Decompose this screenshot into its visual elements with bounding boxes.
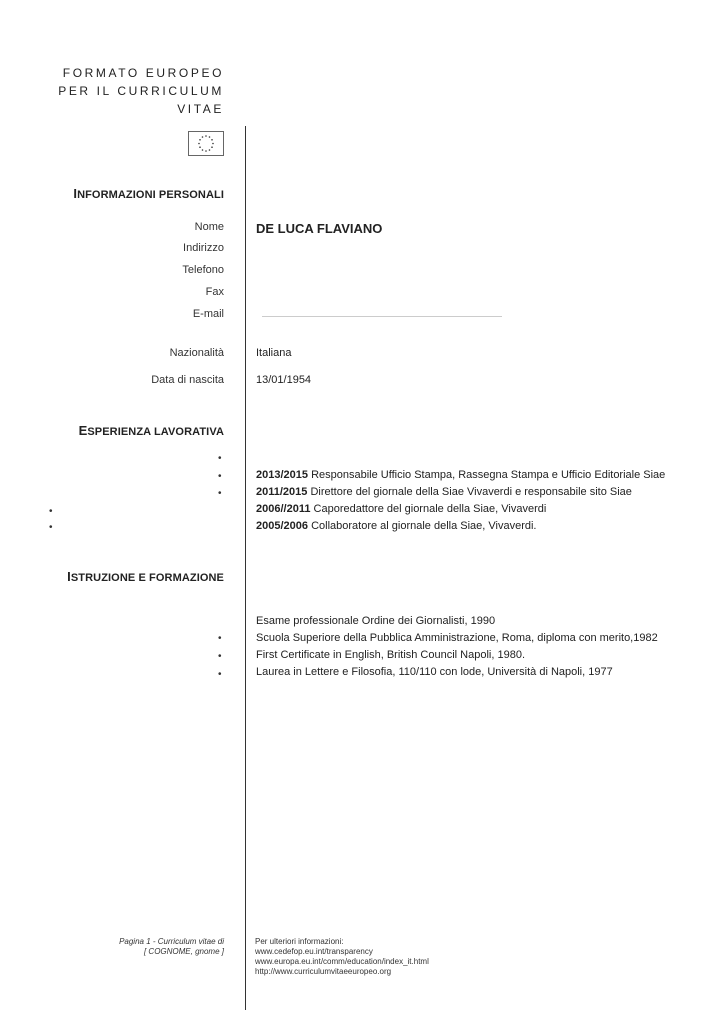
experience-text: Direttore del giornale della Siae Vivaverdi e responsabile sito Siae <box>310 486 632 498</box>
bullet: • <box>218 669 222 680</box>
bullet: • <box>218 651 222 662</box>
section-personal-info <box>73 186 224 201</box>
footer-link-europa[interactable]: www.europa.eu.int/comm/education/index_it.html <box>255 957 429 966</box>
value-data-nascita: 13/01/1954 <box>256 374 312 386</box>
education-entry: Laurea in Lettere e Filosofia, 110/110 con lode, Università di Napoli, 1977 <box>256 666 613 678</box>
label-telefono: Telefono <box>182 264 224 276</box>
cv-title-line-1: FORMATO EUROPEO <box>62 66 224 80</box>
label-data-nascita: Data di nascita <box>151 374 224 386</box>
experience-entry <box>256 503 546 515</box>
section-personal-info-cap: I <box>73 186 78 201</box>
footer-link-curriculum[interactable]: http://www.curriculumvitaeeuropeo.org <box>255 967 392 976</box>
section-work-experience-cap: E <box>78 423 88 438</box>
section-personal-info-rest: NFORMAZIONI PERSONALI <box>77 189 224 201</box>
experience-entry <box>256 520 537 532</box>
experience-text: Responsabile Ufficio Stampa, Rassegna Stampa e Ufficio Editoriale Siae <box>311 469 666 481</box>
experience-entry <box>256 486 632 498</box>
experience-years: 2005/2006 <box>256 520 308 532</box>
experience-years: 2006//2011 <box>256 503 311 515</box>
education-entry: Scuola Superiore della Pubblica Amministrazione, Roma, diploma con merito,1982 <box>256 632 658 644</box>
bullet: • <box>218 488 222 499</box>
eu-stars-icon <box>189 132 223 155</box>
bullet: • <box>218 633 222 644</box>
footer-page-line-2: [ COGNOME, gnome ] <box>143 947 224 956</box>
bullet: • <box>49 522 53 533</box>
experience-entry <box>256 469 665 481</box>
section-education-cap: I <box>67 569 71 584</box>
eu-flag-logo <box>188 131 224 156</box>
label-indirizzo: Indirizzo <box>183 242 224 254</box>
section-education <box>67 569 224 584</box>
experience-years: 2011/2015 <box>256 486 308 498</box>
bullet: • <box>49 506 53 517</box>
label-nazionalita: Nazionalità <box>169 347 224 359</box>
footer-link-cedefop[interactable]: www.cedefop.eu.int/transparency <box>255 947 373 956</box>
cv-title-line-3: VITAE <box>177 102 224 116</box>
value-nazionalita: Italiana <box>256 347 292 359</box>
experience-text: Collaboratore al giornale della Siae, Vivaverdi. <box>311 520 537 532</box>
label-email: E-mail <box>192 308 224 320</box>
label-nome: Nome <box>194 221 224 233</box>
label-fax: Fax <box>205 286 224 298</box>
faint-scan-line <box>262 316 502 317</box>
section-work-experience-rest: SPERIENZA LAVORATIVA <box>87 426 224 438</box>
education-entry: Esame professionale Ordine dei Giornalisti, 1990 <box>256 615 496 627</box>
footer-page-info <box>119 937 224 957</box>
footer-info-label: Per ulteriori informazioni: <box>255 937 344 946</box>
education-entry: First Certificate in English, British Council Napoli, 1980. <box>256 649 526 661</box>
footer-links <box>255 937 429 977</box>
bullet: • <box>218 471 222 482</box>
column-divider <box>245 126 246 1010</box>
cv-title-line-2: PER IL CURRICULUM <box>58 84 224 98</box>
experience-text: Caporedattore del giornale della Siae, Vivaverdi <box>313 503 547 515</box>
footer-page-line-1: Pagina 1 - Curriculum vitae di <box>119 937 224 946</box>
section-education-rest: STRUZIONE E FORMAZIONE <box>70 572 224 584</box>
cv-title <box>58 64 224 118</box>
experience-years: 2013/2015 <box>256 469 308 481</box>
value-nome: DE LUCA FLAVIANO <box>256 221 383 236</box>
bullet: • <box>218 453 222 464</box>
section-work-experience <box>79 423 224 438</box>
